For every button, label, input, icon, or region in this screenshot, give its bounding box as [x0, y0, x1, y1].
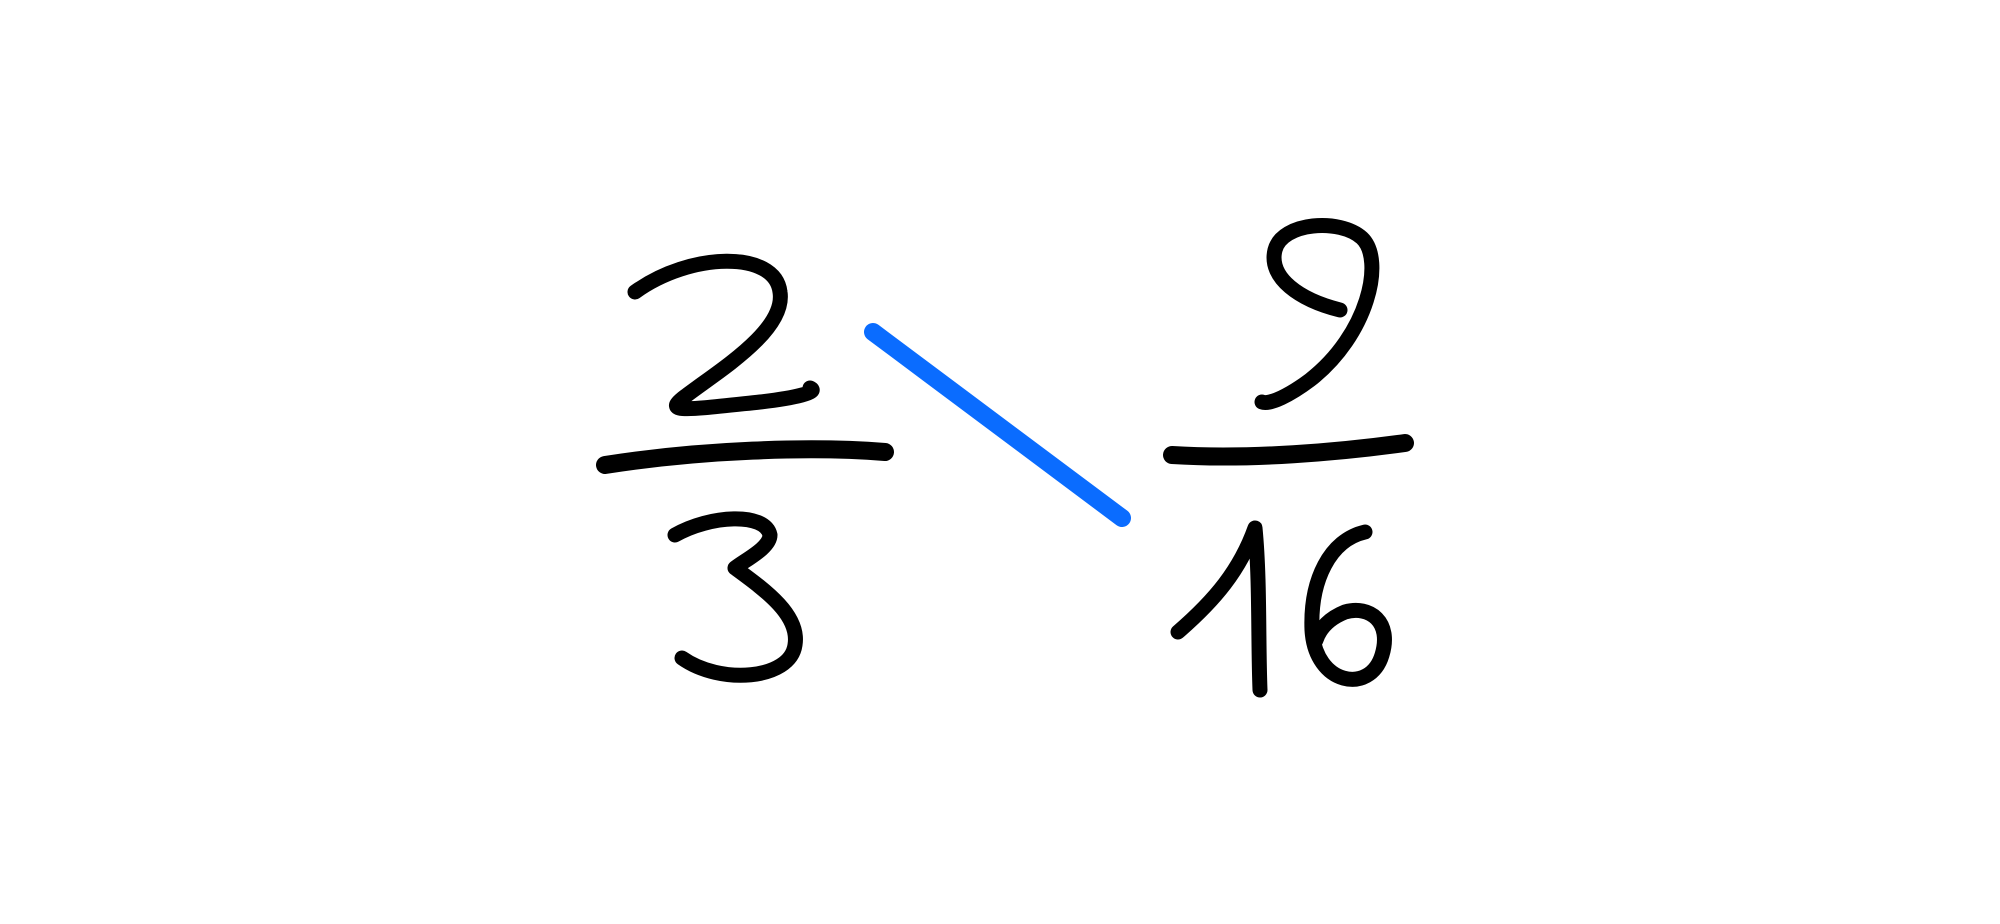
matching-connector-line[interactable]: [873, 332, 1122, 518]
left-fraction-bar: [605, 449, 885, 465]
right-denominator-value: [1290, 600, 1291, 601]
fraction-left[interactable]: [605, 261, 885, 675]
left-numerator-digit-2: [635, 261, 812, 408]
fraction-right[interactable]: [1172, 226, 1405, 691]
left-numerator-value: [700, 300, 701, 301]
left-denominator-value: [720, 600, 721, 601]
right-numerator-digit-9: [1262, 226, 1372, 403]
right-denominator-digit-1: [1178, 528, 1260, 690]
right-denominator-digit-6: [1312, 532, 1385, 679]
right-fraction-bar: [1172, 443, 1405, 457]
left-denominator-digit-3: [675, 519, 795, 675]
right-numerator-value: [1320, 280, 1321, 281]
